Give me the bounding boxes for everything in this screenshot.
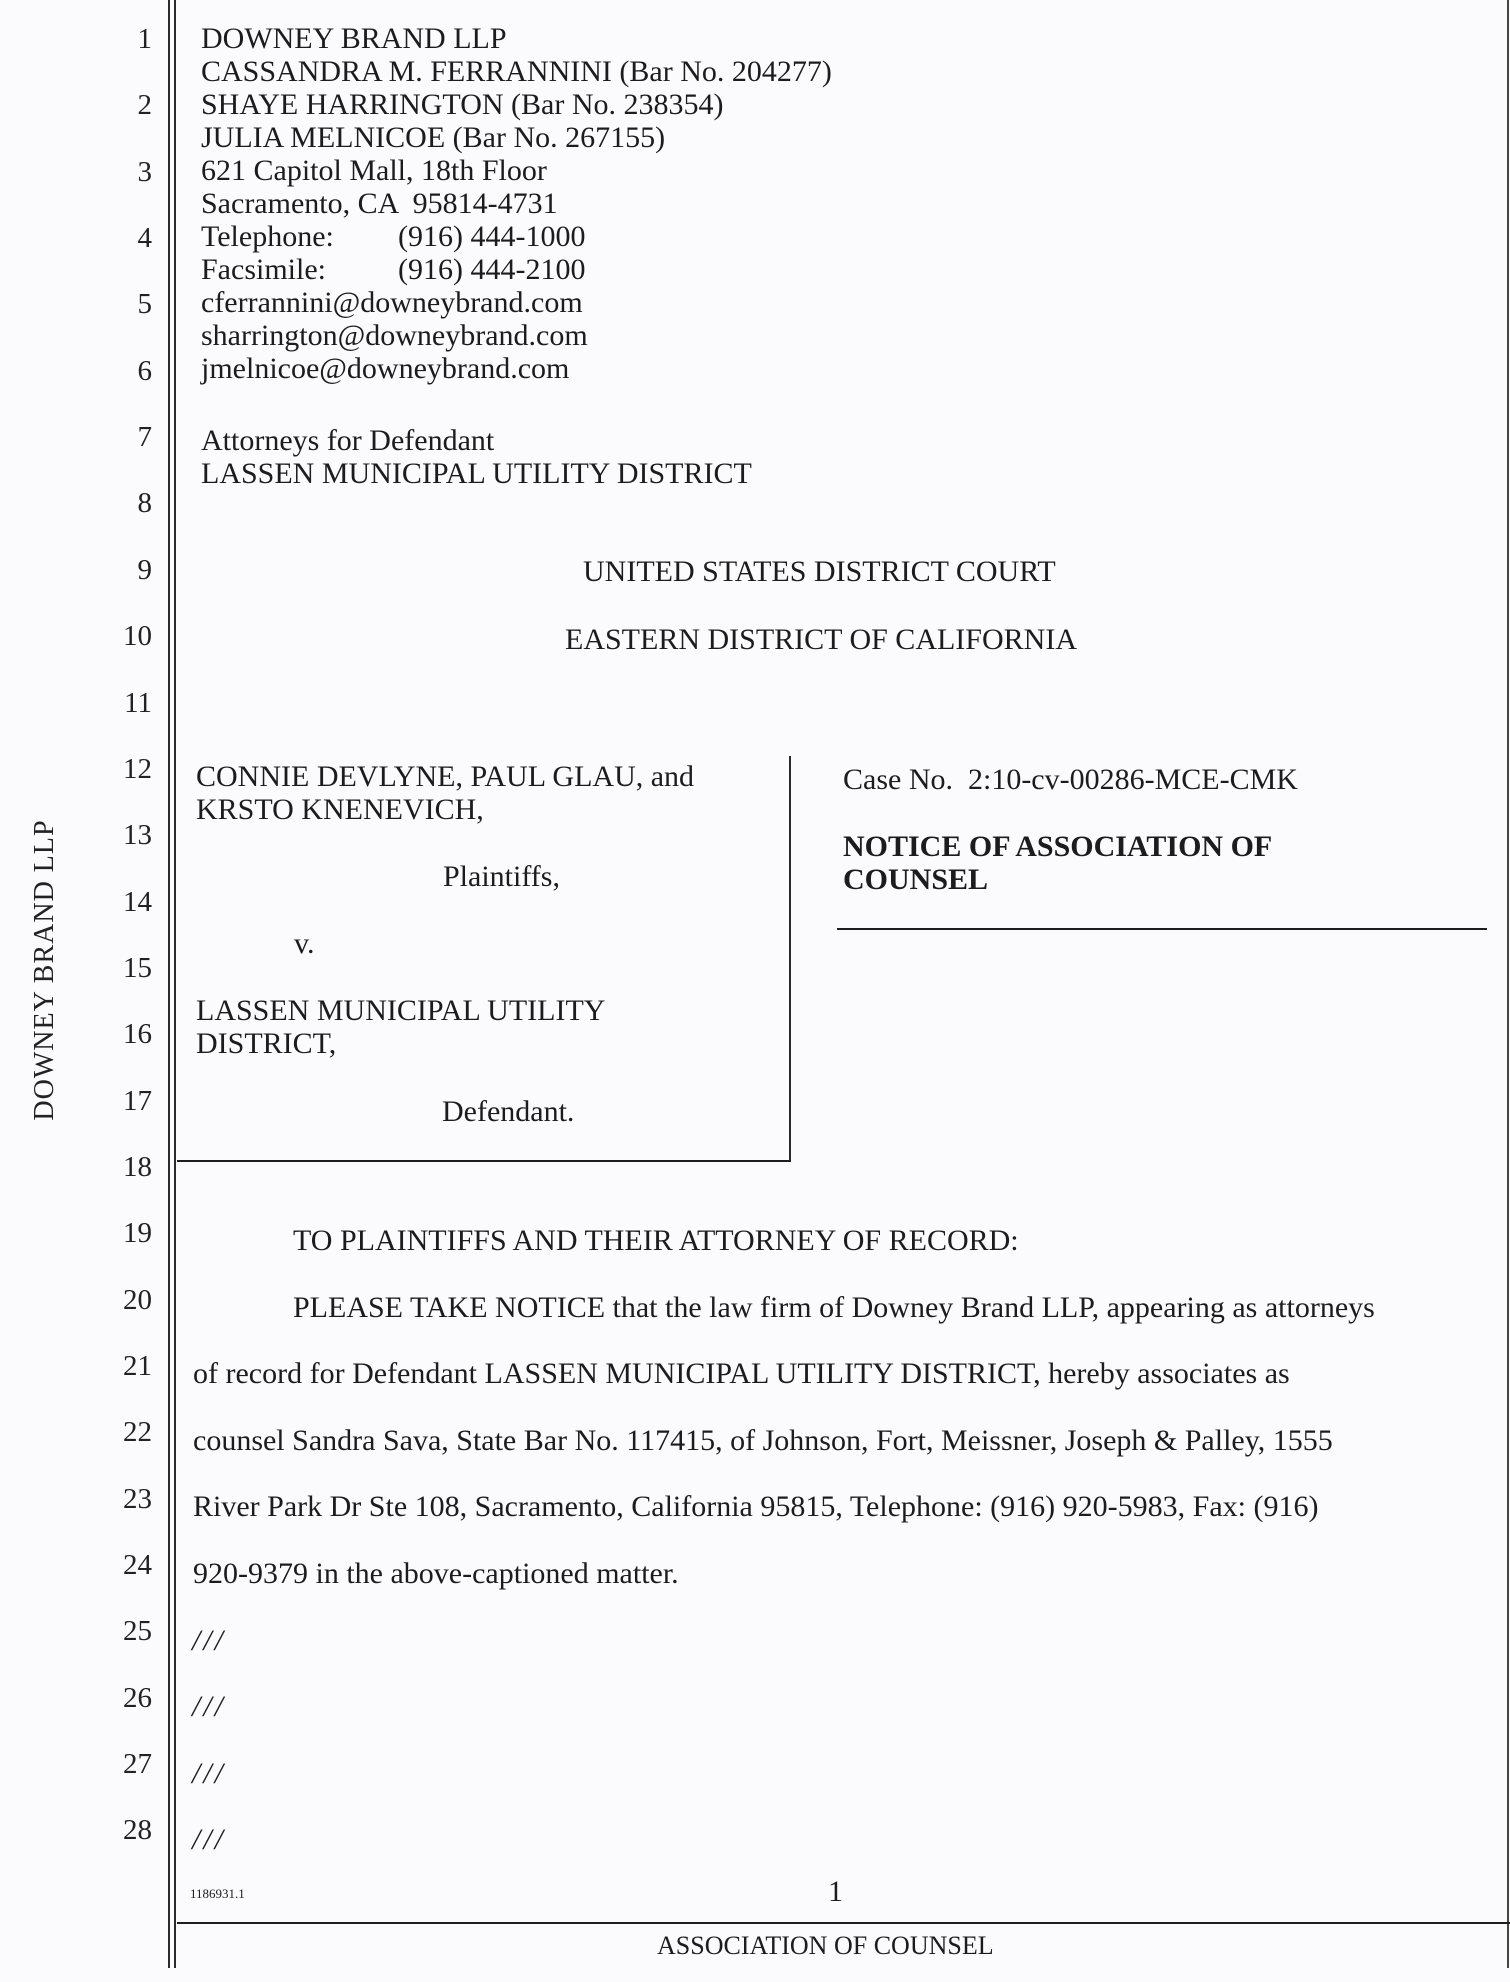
document-id: 1186931.1 <box>190 1886 245 1901</box>
caption-box-right-border <box>789 756 791 1162</box>
defendant-names <box>196 994 605 1060</box>
document-title <box>843 830 1272 896</box>
line-number: 16 <box>123 1018 152 1051</box>
side-firm-label: DOWNEY BRAND LLP <box>29 819 60 1121</box>
line-number: 6 <box>137 354 152 387</box>
continuation-mark: /// <box>192 1624 227 1657</box>
case-number: Case No. 2:10-cv-00286-MCE-CMK <box>843 763 1298 796</box>
line-number: 25 <box>123 1615 152 1648</box>
attorney-block <box>201 22 832 385</box>
line-number: 9 <box>137 553 152 586</box>
line-number: 10 <box>123 620 152 653</box>
continuation-mark: /// <box>192 1690 227 1723</box>
continuation-mark: /// <box>192 1757 227 1790</box>
line-number: 15 <box>123 951 152 984</box>
client-name: LASSEN MUNICIPAL UTILITY DISTRICT <box>201 457 752 490</box>
line-number: 2 <box>137 89 152 122</box>
document-title-line: NOTICE OF ASSOCIATION OF <box>843 830 1273 863</box>
left-double-rule-inner <box>174 0 176 1968</box>
line-number: 11 <box>124 686 152 719</box>
line-number: 20 <box>123 1283 152 1316</box>
versus-label: v. <box>294 927 315 960</box>
court-district: EASTERN DISTRICT OF CALIFORNIA <box>565 623 1077 656</box>
body-line: 920-9379 in the above-captioned matter. <box>193 1557 679 1590</box>
line-number: 22 <box>123 1416 152 1449</box>
facsimile-row <box>201 253 832 286</box>
caption-box-bottom-border <box>177 1160 791 1162</box>
defendant-label: Defendant. <box>442 1095 575 1128</box>
line-number: 21 <box>123 1350 152 1382</box>
document-title-line: COUNSEL <box>843 863 989 896</box>
line-number: 23 <box>123 1482 152 1515</box>
line-number: 3 <box>137 155 152 188</box>
plaintiffs-names <box>196 760 694 826</box>
line-number: 1 <box>137 23 152 55</box>
line-number: 24 <box>123 1549 152 1582</box>
attorneys-for-label: Attorneys for Defendant <box>201 424 495 457</box>
body-line: River Park Dr Ste 108, Sacramento, California 95815, Telephone: (916) 920-5983, Fax: (916) <box>193 1490 1319 1523</box>
plaintiffs-label: Plaintiffs, <box>443 860 560 893</box>
line-number: 18 <box>123 1150 152 1183</box>
telephone-value: (916) 444-1000 <box>398 220 586 253</box>
attorney-name: CASSANDRA M. FERRANNINI (Bar No. 204277) <box>201 55 832 88</box>
body-line: of record for Defendant LASSEN MUNICIPAL UTILITY DISTRICT, hereby associates as <box>193 1357 1290 1390</box>
telephone-row <box>201 220 832 253</box>
footer-title: ASSOCIATION OF COUNSEL <box>657 1931 994 1960</box>
line-number: 5 <box>137 288 152 321</box>
address-line: 621 Capitol Mall, 18th Floor <box>201 154 547 187</box>
body-line: counsel Sandra Sava, State Bar No. 117415, of Johnson, Fort, Meissner, Joseph & Palley, 1555 <box>193 1424 1333 1457</box>
email-link: sharrington@downeybrand.com <box>201 319 588 352</box>
address-line: Sacramento, CA 95814-4731 <box>201 187 558 220</box>
salutation: TO PLAINTIFFS AND THEIR ATTORNEY OF RECORD: <box>293 1224 1019 1257</box>
defendant-line: DISTRICT, <box>196 1027 337 1060</box>
email-link: jmelnicoe@downeybrand.com <box>201 352 570 385</box>
line-number: 7 <box>137 421 152 454</box>
caption-right-underline <box>837 928 1487 930</box>
right-page-rule <box>1507 0 1509 1968</box>
line-number: 17 <box>123 1084 152 1117</box>
line-number: 19 <box>123 1217 152 1250</box>
line-number: 4 <box>137 222 152 255</box>
attorney-name: JULIA MELNICOE (Bar No. 267155) <box>201 121 666 154</box>
defendant-line: LASSEN MUNICIPAL UTILITY <box>196 994 606 1027</box>
facsimile-value: (916) 444-2100 <box>398 253 586 286</box>
line-number: 8 <box>137 487 152 520</box>
email-link: cferrannini@downeybrand.com <box>201 286 583 319</box>
attorneys-for <box>201 424 752 490</box>
line-number: 14 <box>123 885 152 918</box>
firm-name: DOWNEY BRAND LLP <box>201 22 507 55</box>
line-number: 12 <box>123 752 152 785</box>
continuation-mark: /// <box>192 1823 227 1856</box>
line-number: 28 <box>123 1814 152 1847</box>
court-name: UNITED STATES DISTRICT COURT <box>583 555 1056 588</box>
footer-rule <box>177 1922 1510 1924</box>
line-number: 27 <box>123 1748 152 1781</box>
plaintiffs-line: CONNIE DEVLYNE, PAUL GLAU, and <box>196 760 695 793</box>
page-number: 1 <box>828 1875 843 1908</box>
facsimile-label: Facsimile: <box>201 253 326 286</box>
line-number: 13 <box>123 819 152 852</box>
plaintiffs-line: KRSTO KNENEVICH, <box>196 793 484 826</box>
telephone-label: Telephone: <box>201 220 334 253</box>
body-line: PLEASE TAKE NOTICE that the law firm of Downey Brand LLP, appearing as attorneys <box>293 1291 1375 1324</box>
line-number: 26 <box>123 1681 152 1714</box>
left-double-rule-outer <box>168 0 170 1968</box>
attorney-name: SHAYE HARRINGTON (Bar No. 238354) <box>201 88 724 121</box>
